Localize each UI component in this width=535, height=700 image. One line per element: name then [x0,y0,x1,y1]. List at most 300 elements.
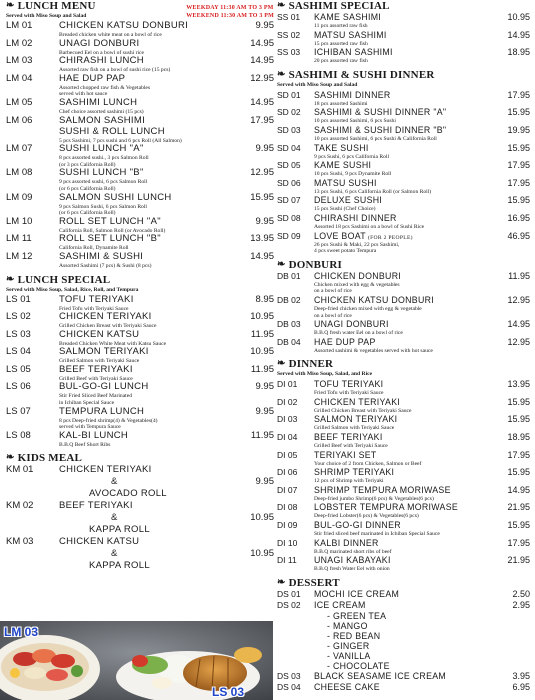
sashimi-sushi-dinner-section [277,69,530,255]
item-description: 10 pcs assorted Sashimi, 6 pcs Sushi & California Roll [314,135,437,142]
item-description: Chef choice assorted sashimi (15 pcs) [59,108,144,115]
item-description: Assorted Sashimi (7 pcs) & Sushi (8 pcs) [59,262,152,269]
dinner-title: DINNER [288,358,334,371]
item-name [314,295,500,305]
item-description: Assorted sashimi & vegetables served with hot sauce [314,347,433,354]
item-price: 17.95 [250,114,274,126]
menu-item[interactable] [6,144,274,155]
item-price: 12.95 [250,167,274,179]
menu-item[interactable] [277,195,530,206]
item-name-text: SASHIMI & SUSHI [59,251,144,262]
menu-item[interactable] [6,193,274,204]
item-name-text: BEEF TERIYAKI [314,432,383,443]
menu-item[interactable] [6,382,274,393]
item-name [59,234,238,244]
donburi-header [277,259,530,271]
item-name-text: SALMON SUSHI LUNCH [59,192,172,203]
menu-item[interactable] [6,39,274,50]
item-name [59,330,238,340]
item-description: (or 6 pcs California Roll) [59,210,116,217]
item-name-text: CHICKEN TERIYAKI [314,396,401,407]
section-gap [277,693,530,697]
item-code: LS 08 [6,429,31,441]
menu-item[interactable] [277,160,530,171]
item-name [314,397,500,407]
menu-item[interactable] [277,600,530,611]
item-code: DS 01 [277,588,301,599]
menu-item[interactable] [6,56,274,67]
menu-item[interactable] [6,74,274,85]
item-name [59,39,238,49]
dessert-flavor [277,621,530,631]
item-description: California Roll, Salmon Roll (or Avocado Roll) [59,227,166,234]
item-name [59,365,238,375]
item-name-text: UNAGI DONBURI [59,38,140,49]
item-name-text: BLACK SEASAME ICE CREAM [314,670,447,681]
item-name-line: KAPPA ROLL [89,524,150,536]
item-description: 8 pcs assorted sushi., 3 pcs Salmon Roll [59,155,149,162]
dessert-header [277,577,530,589]
item-name [59,116,238,126]
item-description: in Ichiban Special Sauce [59,400,115,407]
sashimi-special-section [277,0,530,65]
item-code: DB 01 [277,270,301,281]
donburi-title: DONBURI [288,258,342,271]
menu-item[interactable] [277,432,530,443]
flavor-name: - RED BEAN [327,630,381,641]
item-price: 2.50 [512,588,530,599]
item-name-text: CHICKEN KATSU [59,329,140,340]
item-name-text: BUL-GO-GI DINNER [314,520,401,531]
item-name [314,47,500,57]
item-description: 13 pcs Sushi, 6 pcs California Roll (or Salmon Roll) [314,188,432,195]
item-name [59,56,238,66]
menu-item-line [6,476,274,488]
item-name-line: CHICKEN TERIYAKI [59,464,152,476]
item-code: SD 02 [277,107,301,118]
item-description: Barbecued Eel on a bowl of sushi rice [59,49,144,56]
flavor-name: - CHOCOLATE [327,660,390,671]
menu-item[interactable] [6,312,274,323]
item-code: SD 07 [277,195,301,206]
item-price: 17.95 [507,89,530,100]
item-code: LS 06 [6,381,31,393]
left-column [6,0,274,572]
photo-label: LS 03 [212,685,245,699]
item-price: 9.95 [255,20,274,31]
item-name [314,467,500,477]
flavor-name: - VANILLA [327,650,371,661]
lunch-hours [186,4,274,20]
item-name [59,98,238,108]
menu-item[interactable] [277,12,530,23]
item-price: 17.95 [507,537,530,548]
item-name [314,90,500,100]
menu-item-line [6,560,274,572]
item-description: 15 pcs assorted raw fish [314,40,368,47]
item-price: 19.95 [507,124,530,135]
item-name-text: SASHIMI & SUSHI DINNER "B" [314,124,447,135]
item-description: B.B.Q fresh Water Eel with onion [314,566,390,573]
item-code: DB 02 [277,294,301,305]
item-name-text: BUL-GO-GI LUNCH [59,382,149,393]
item-code: KM 02 [6,500,34,512]
item-code: DS 02 [277,599,301,610]
menu-item-line [6,512,274,524]
item-name [314,538,500,548]
item-description: Grilled Chicken Breast with Teriyaki Sauce [59,323,157,330]
menu-item[interactable] [277,589,530,600]
item-name [59,252,238,262]
item-description: Grilled Beef with Teriyaki Sauce [59,375,133,382]
menu-item[interactable] [6,168,274,179]
item-name [314,589,500,599]
item-name-text: SHRIMP TERIYAKI [314,467,395,478]
menu-item[interactable] [277,90,530,101]
menu-item[interactable] [277,538,530,549]
item-code: DI 10 [277,537,298,548]
menu-item[interactable] [277,295,530,306]
item-description: on a bowl of rice [314,288,352,295]
item-price: 15.95 [250,191,274,203]
menu-item[interactable] [277,414,530,425]
item-price: 11.95 [250,328,274,340]
item-price: 14.95 [507,29,530,40]
donburi-section [277,259,530,355]
item-name [314,178,500,188]
item-code: DI 01 [277,379,298,390]
fish-icon: ❧ [277,0,286,11]
item-name-line: & [111,476,118,488]
item-price: 10.95 [507,12,530,22]
item-name-text: HAE DUP PAP [314,336,376,347]
item-name [59,295,238,305]
item-code: SS 01 [277,12,301,22]
item-price: 14.95 [507,319,530,330]
item-price: 14.95 [507,484,530,495]
item-name-text: SASHIMI DINNER [314,89,391,100]
item-price: 9.95 [255,381,274,393]
menu-item-line [6,524,274,536]
item-name-text: TEMPURA LUNCH [59,406,145,417]
item-description: Breaded Chicken White Meat with Katsu Sauce [59,340,167,347]
item-price: 2.95 [512,599,530,610]
item-price: 3.95 [512,670,530,681]
sashimi-sushi-dinner-subtitle: Served with Miso Soup and Salad [277,81,358,88]
menu-item[interactable] [277,379,530,390]
menu-item[interactable] [6,536,274,548]
item-code: LM 10 [6,215,33,227]
item-name-text: SASHIMI LUNCH [59,97,138,108]
item-name [314,450,500,460]
kids-meal-header [6,452,274,464]
item-name [314,143,500,153]
item-price: 15.95 [507,467,530,478]
item-description: Stir Fried Sliced Beef Marinated [59,393,133,400]
item-price: 15.95 [507,520,530,531]
item-code: LS 01 [6,293,31,305]
item-price: 17.95 [507,177,530,188]
item-code: DS 04 [277,681,301,692]
item-name-text: MATSU SASHIMI [314,29,387,40]
item-name [314,213,500,223]
item-code: LM 12 [6,250,33,262]
item-price: 15.95 [507,142,530,153]
menu-item[interactable] [6,234,274,245]
menu-item[interactable] [6,217,274,228]
item-price: 13.95 [250,233,274,245]
item-name-text: TOFU TERIYAKI [59,294,134,305]
item-name [59,382,238,392]
item-price: 9.95 [255,476,274,488]
lunch-menu-title: LUNCH MENU [17,0,96,12]
menu-item[interactable] [277,30,530,41]
item-description: Grilled Chicken Breast with Teriyaki Sauce [314,407,412,414]
item-name [314,379,500,389]
item-name [59,217,238,227]
menu-item[interactable] [6,98,274,109]
menu-item[interactable] [6,295,274,306]
lunch-menu-subtitle: Served with Miso Soup and Salad [6,13,87,19]
menu-item[interactable] [6,21,274,32]
item-name [59,431,238,441]
item-price: 15.95 [507,414,530,425]
item-price: 21.95 [507,502,530,513]
menu-item[interactable] [277,213,530,224]
item-name-note: (FOR 2 PEOPLE) [367,234,413,241]
item-name [314,160,500,170]
item-description: 12 pcs of Shrimp with Teriyaki [314,478,384,485]
lunch-hours-line: WEEKEND 11:30 AM TO 3 PM [186,13,274,19]
item-description: 18 pcs assorted Sashimi [314,100,368,107]
lunch-special-section [6,274,274,449]
item-name-line: CHICKEN KATSU [59,536,140,548]
item-description: 5 pcs Sashimi, 7 pcs sushi and 6 pcs Roll (All Salmon) [59,137,182,144]
item-code: DI 02 [277,396,298,407]
item-name [314,30,500,40]
item-description: Grilled Salmon with Teriyaki Sauce [59,358,140,365]
dessert-flavor [277,631,530,641]
item-description: Chicken mixed with egg & vegetables [314,281,400,288]
lunch-special-title: LUNCH SPECIAL [17,273,111,286]
item-name [314,231,500,243]
menu-item[interactable] [6,116,274,127]
photo-label: LM 03 [4,625,39,639]
menu-item[interactable] [6,347,274,358]
menu-item[interactable] [277,107,530,118]
item-price: 9.95 [255,405,274,417]
menu-item-line2 [6,127,274,138]
dinner-section [277,358,530,573]
menu-item[interactable] [277,520,530,531]
item-name-line: AVOCADO ROLL [89,488,167,500]
item-name [314,12,500,22]
item-name [314,319,500,329]
menu-item[interactable] [277,125,530,136]
menu-item[interactable] [277,467,530,478]
item-description: 11 pcs assorted raw fish [314,23,368,29]
menu-item[interactable] [277,555,530,566]
item-code: SS 03 [277,47,301,58]
item-price: 17.95 [507,449,530,460]
item-description: B.B.Q Beef Short Ribs [59,441,111,448]
item-description: Fried Tofu with Teriyaki Sauce [314,390,384,397]
item-description: on a bowl of rice [314,312,352,319]
menu-item[interactable] [6,407,274,418]
sashimi-sushi-dinner-title: SASHIMI & SUSHI DINNER [288,68,435,81]
item-code: LM 09 [6,191,33,203]
menu-item[interactable] [277,337,530,348]
item-name-text: TERIYAKI SET [314,449,377,460]
item-description: Your choice of 2 from Chicken, Salmon or Beef [314,460,422,467]
item-name [314,520,500,530]
item-code: DB 03 [277,319,301,330]
item-code: DB 04 [277,336,301,347]
item-name-text: CHEESE CAKE [314,681,380,692]
item-code: LM 06 [6,114,33,126]
right-column [277,0,530,697]
menu-item[interactable] [277,502,530,513]
item-price: 9.95 [255,143,274,155]
menu-item[interactable] [277,231,530,242]
item-name-text: ICE CREAM [314,599,366,610]
item-price: 12.95 [507,294,530,305]
item-price: 10.95 [250,548,274,560]
item-code: SD 08 [277,212,301,223]
item-name [59,347,238,357]
item-description: Deep-fried chicken mixed with egg & vegetable [314,305,422,312]
item-name-text: UNAGI KABAYAKI [314,555,391,566]
menu-item[interactable] [277,319,530,330]
item-description: Grilled Salmon with Teriyaki Sauce [314,425,395,432]
item-code: LS 07 [6,405,31,417]
menu-item[interactable] [6,330,274,341]
item-price: 14.95 [250,37,274,49]
item-name-text: SHRIMP TEMPURA MORIWASE [314,484,451,495]
lunch-menu-section [6,0,274,270]
dessert-section [277,577,530,693]
item-price: 13.95 [507,379,530,390]
item-code: LM 05 [6,96,33,108]
item-code: SD 01 [277,89,301,100]
menu-item[interactable] [6,464,274,476]
sashimi-special-title: SASHIMI SPECIAL [288,0,390,12]
menu-item[interactable] [6,431,274,442]
item-name-text: SUSHI LUNCH "A" [59,144,144,155]
item-name-text: UNAGI DONBURI [314,319,389,330]
item-name [314,125,500,135]
lunch-special-header [6,274,274,286]
item-description: Stir fried sliced beef marinated in Ichiban Special Sauce [314,531,440,538]
menu-item[interactable] [277,397,530,408]
item-code: LM 01 [6,20,33,31]
item-description: Deep-fried Lobster(6 pcs) & Vegetables(6 pcs) [314,513,419,520]
menu-item[interactable] [6,365,274,376]
item-description: Assorted chopped raw fish & Vegetables [59,84,151,91]
item-name-text: LOVE BOAT [314,230,366,241]
menu-item[interactable] [277,143,530,154]
menu-item[interactable] [6,252,274,263]
fish-icon: ❧ [6,273,15,285]
item-name-text: SALMON TERIYAKI [314,414,398,425]
item-name-text: HAE DUP PAP [59,73,126,84]
kids-meal-title: KIDS MEAL [17,452,83,465]
item-name [314,414,500,424]
item-code: DI 05 [277,449,298,460]
fish-icon: ❧ [6,0,15,11]
menu-item[interactable] [277,450,530,461]
item-price: 12.95 [250,72,274,84]
menu-item[interactable] [6,500,274,512]
item-name [59,144,238,154]
item-code: DI 04 [277,432,298,443]
menu-item[interactable] [277,271,530,282]
item-price: 10.95 [250,346,274,358]
item-name-text: LOBSTER TEMPURA MORIWASE [314,502,459,513]
item-price: 46.95 [507,230,530,241]
item-name-line: KAPPA ROLL [89,560,150,572]
item-name-text: KALBI DINNER [314,537,379,548]
item-name-text: ROLL SET LUNCH "B" [59,234,161,245]
menu-item[interactable] [277,47,530,58]
item-name-line: BEEF TERIYAKI [59,500,133,512]
item-name-line2: SUSHI & ROLL LUNCH [59,126,165,137]
menu-item[interactable] [277,178,530,189]
item-description: 10 pcs Sushi, 9 pcs Dynamite Roll [314,171,392,178]
item-code: KM 03 [6,536,34,548]
item-description: 9 pcs Salmon Sushi, 6 pcs Salmon Roll [59,203,147,210]
item-name-text: CHIRASHI DINNER [314,212,397,223]
item-name [314,502,500,512]
flavor-name: - MANGO [327,620,368,631]
item-price: 9.95 [255,215,274,227]
item-code: LM 03 [6,55,33,67]
item-name-text: DELUXE SUSHI [314,195,383,206]
item-description: Assorted raw fish on a bowl of sushi rice (15 pcs) [59,67,171,74]
item-price: 10.95 [250,512,274,524]
item-code: LM 07 [6,143,33,155]
item-description: Fried Tofu with Teriyaki Sauce [59,305,129,312]
item-name [59,193,238,203]
item-code: SS 02 [277,29,301,40]
item-description: 26 pcs Sushi & Maki, 22 pcs Sashimi, [314,241,400,248]
item-description: 15 pcs Sushi (Chef Choice) [314,206,376,213]
dessert-flavor [277,661,530,671]
item-description: 4 pcs sweet potato Tempura [314,248,377,255]
item-name-text: CHICKEN DONBURI [314,270,402,281]
item-description: served with hot sauce [59,91,108,98]
item-name-line: & [111,548,118,560]
item-description: Breaded chicken white meat on a bowl of rice [59,32,162,38]
item-code: SD 06 [277,177,301,188]
lunch-hours-line: WEEKDAY 11:30 AM TO 3 PM [186,5,274,11]
item-price: 14.95 [250,250,274,262]
item-price: 11.95 [250,429,274,441]
item-description: served with Tempura Sauce [59,424,121,431]
item-price: 12.95 [507,336,530,347]
lunch-special-subtitle: Served with Miso Soup, Salad, Rice, Roll, and Tempura [6,286,139,293]
menu-item[interactable] [277,671,530,682]
menu-item[interactable] [277,682,530,693]
item-code: SD 09 [277,230,301,241]
item-name-text: MOCHI ICE CREAM [314,588,400,599]
item-price: 18.95 [507,47,530,58]
item-code: DI 07 [277,484,298,495]
menu-item[interactable] [277,485,530,496]
dinner-subtitle: Served with Miso Soup, Salad, and Rice [277,371,373,378]
item-description: Deep-fried jumbo Shrimp(6 pcs) & Vegetables(6 pcs) [314,495,434,502]
item-code: LM 04 [6,72,33,84]
